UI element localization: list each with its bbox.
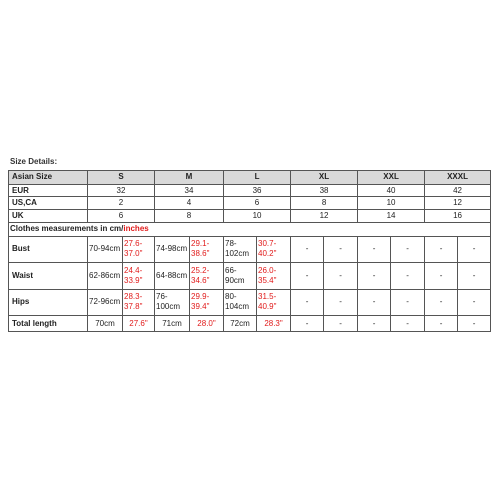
row-label: Waist bbox=[9, 263, 88, 289]
inch-cell: - bbox=[458, 316, 491, 332]
table-cell: 4 bbox=[155, 197, 224, 210]
inch-cell: 28.3-37.8" bbox=[123, 289, 155, 315]
cm-cell: 64-88cm bbox=[155, 263, 190, 289]
table-cell: 40 bbox=[358, 184, 425, 197]
inch-cell: - bbox=[324, 316, 358, 332]
table-cell: 14 bbox=[358, 210, 425, 223]
cm-cell: 72cm bbox=[224, 316, 257, 332]
inch-cell: - bbox=[458, 289, 491, 315]
cm-cell: 70-94cm bbox=[88, 236, 123, 262]
conversion-row-us-ca bbox=[9, 197, 491, 210]
measurement-row-waist bbox=[9, 263, 491, 289]
inch-cell: 28.3" bbox=[257, 316, 291, 332]
table-cell: 6 bbox=[88, 210, 155, 223]
size-header-row bbox=[9, 171, 491, 185]
cm-cell: - bbox=[358, 263, 391, 289]
cm-cell: - bbox=[291, 316, 324, 332]
cm-cell: - bbox=[425, 263, 458, 289]
size-chart-table bbox=[8, 170, 491, 332]
cm-cell: 80-104cm bbox=[224, 289, 257, 315]
cm-cell: - bbox=[291, 236, 324, 262]
inch-cell: 26.0-35.4" bbox=[257, 263, 291, 289]
cm-cell: 72-96cm bbox=[88, 289, 123, 315]
inch-cell: 27.6-37.0" bbox=[123, 236, 155, 262]
conversion-row-uk bbox=[9, 210, 491, 223]
inch-cell: - bbox=[391, 263, 425, 289]
cm-cell: - bbox=[358, 289, 391, 315]
size-header-cell: M bbox=[155, 171, 224, 185]
cm-cell: 78-102cm bbox=[224, 236, 257, 262]
table-cell: 42 bbox=[425, 184, 491, 197]
measurements-section-row bbox=[9, 222, 491, 236]
cm-cell: 76-100cm bbox=[155, 289, 190, 315]
cm-cell: - bbox=[291, 289, 324, 315]
row-label: UK bbox=[9, 210, 88, 223]
table-cell: 2 bbox=[88, 197, 155, 210]
cm-cell: 71cm bbox=[155, 316, 190, 332]
inch-cell: - bbox=[391, 236, 425, 262]
measurement-row-bust bbox=[9, 236, 491, 262]
table-cell: 10 bbox=[358, 197, 425, 210]
size-header-cell: XXXL bbox=[425, 171, 491, 185]
cm-cell: - bbox=[425, 316, 458, 332]
cm-cell: - bbox=[358, 236, 391, 262]
inch-cell: - bbox=[458, 263, 491, 289]
inch-cell: 29.9-39.4" bbox=[190, 289, 224, 315]
row-label: US,CA bbox=[9, 197, 88, 210]
inch-cell: 31.5-40.9" bbox=[257, 289, 291, 315]
cm-cell: - bbox=[358, 316, 391, 332]
inch-cell: 25.2-34.6" bbox=[190, 263, 224, 289]
section-title-accent: inches bbox=[123, 224, 149, 234]
inch-cell: - bbox=[324, 236, 358, 262]
table-cell: 8 bbox=[291, 197, 358, 210]
size-header-cell: L bbox=[224, 171, 291, 185]
section-title-prefix: Clothes measurements in cm/ bbox=[10, 224, 124, 234]
size-header-cell: XL bbox=[291, 171, 358, 185]
cm-cell: 74-98cm bbox=[155, 236, 190, 262]
table-cell: 32 bbox=[88, 184, 155, 197]
inch-cell: - bbox=[324, 289, 358, 315]
cm-cell: - bbox=[425, 289, 458, 315]
size-header-label: Asian Size bbox=[9, 171, 88, 185]
size-details-caption: Size Details: bbox=[10, 157, 58, 166]
table-cell: 10 bbox=[224, 210, 291, 223]
inch-cell: 27.6" bbox=[123, 316, 155, 332]
inch-cell: 30.7-40.2" bbox=[257, 236, 291, 262]
size-header-cell: XXL bbox=[358, 171, 425, 185]
table-cell: 6 bbox=[224, 197, 291, 210]
inch-cell: 29.1-38.6" bbox=[190, 236, 224, 262]
inch-cell: - bbox=[391, 289, 425, 315]
inch-cell: 24.4-33.9" bbox=[123, 263, 155, 289]
cm-cell: - bbox=[291, 263, 324, 289]
measurement-row-total-length bbox=[9, 316, 491, 332]
row-label: Total length bbox=[9, 316, 88, 332]
inch-cell: - bbox=[324, 263, 358, 289]
row-label: EUR bbox=[9, 184, 88, 197]
table-cell: 38 bbox=[291, 184, 358, 197]
cm-cell: - bbox=[425, 236, 458, 262]
table-cell: 12 bbox=[425, 197, 491, 210]
conversion-row-eur bbox=[9, 184, 491, 197]
row-label: Hips bbox=[9, 289, 88, 315]
size-header-cell: S bbox=[88, 171, 155, 185]
inch-cell: 28.0" bbox=[190, 316, 224, 332]
row-label: Bust bbox=[9, 236, 88, 262]
table-cell: 36 bbox=[224, 184, 291, 197]
table-cell: 34 bbox=[155, 184, 224, 197]
table-cell: 8 bbox=[155, 210, 224, 223]
cm-cell: 62-86cm bbox=[88, 263, 123, 289]
measurements-section-title bbox=[9, 222, 491, 236]
inch-cell: - bbox=[391, 316, 425, 332]
cm-cell: 66-90cm bbox=[224, 263, 257, 289]
inch-cell: - bbox=[458, 236, 491, 262]
table-cell: 12 bbox=[291, 210, 358, 223]
table-cell: 16 bbox=[425, 210, 491, 223]
measurement-row-hips bbox=[9, 289, 491, 315]
cm-cell: 70cm bbox=[88, 316, 123, 332]
